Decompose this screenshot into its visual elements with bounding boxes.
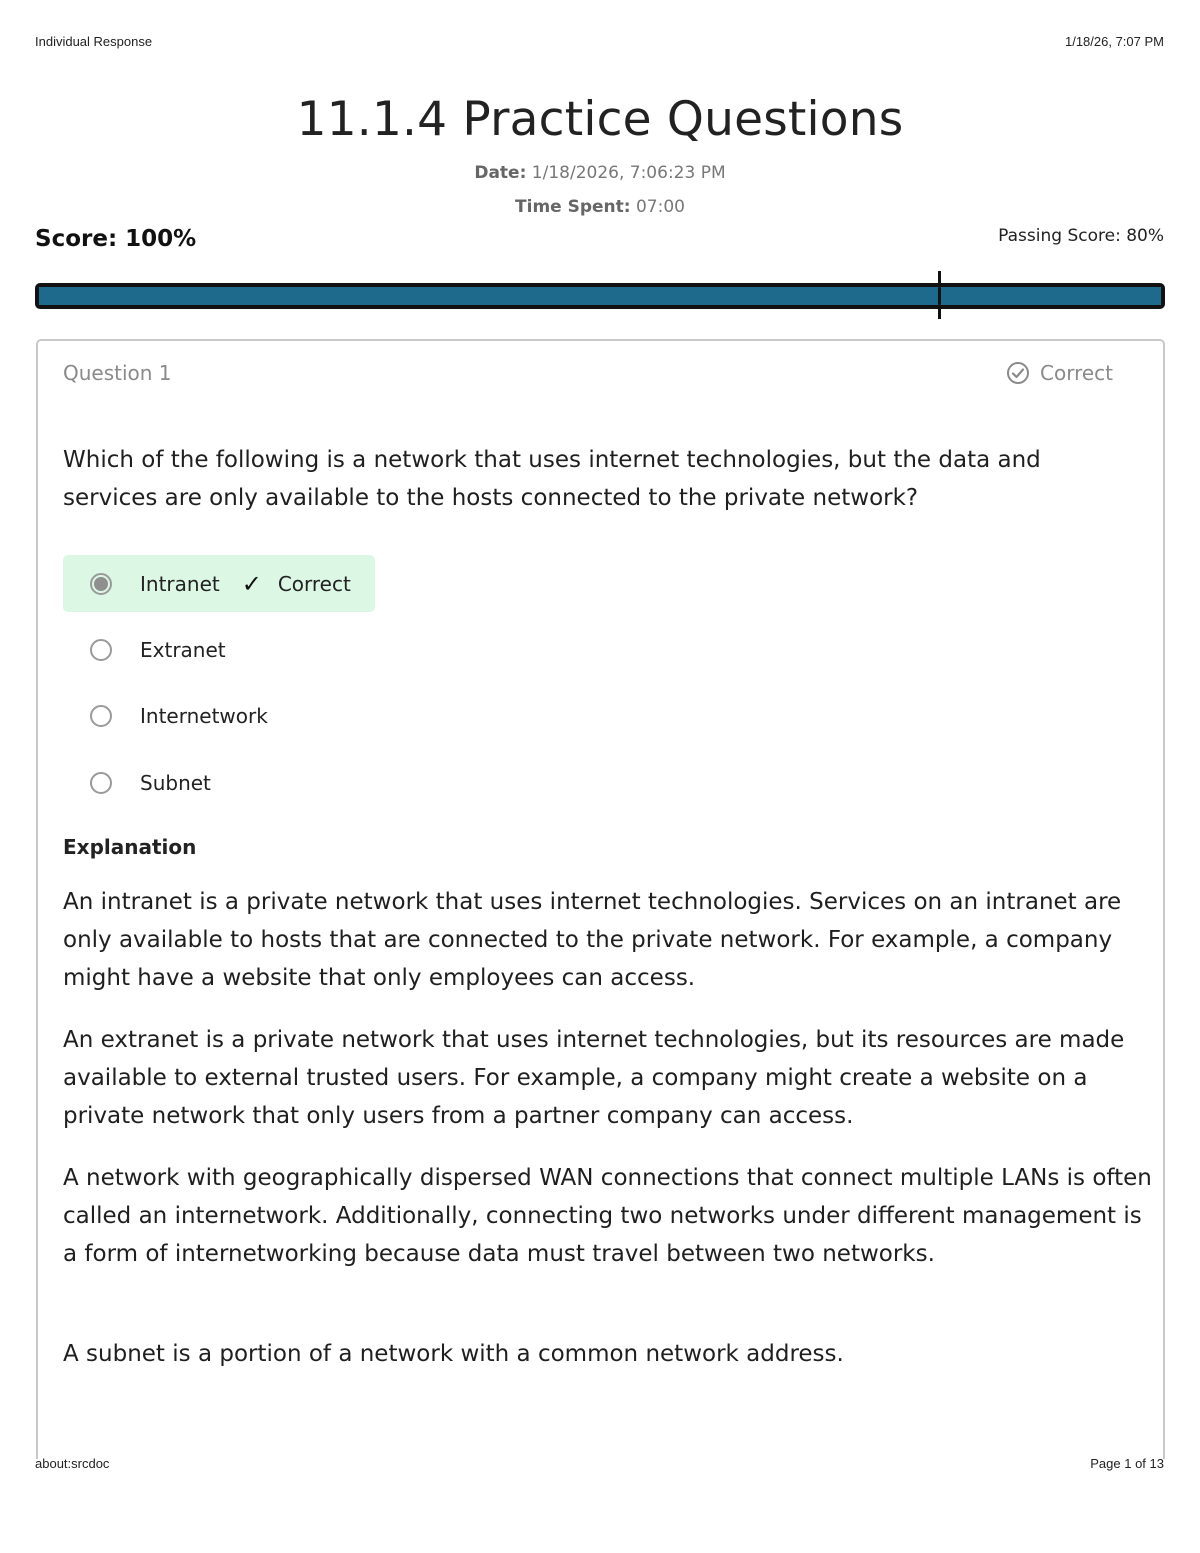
page-title: 11.1.4 Practice Questions [296, 92, 904, 147]
question-status [1006, 361, 1113, 385]
print-header-timestamp: 1/18/26, 7:07 PM [1064, 34, 1164, 49]
date-label: Date: [474, 163, 527, 183]
passing-score-marker [938, 271, 941, 319]
time-spent-value: 07:00 [630, 197, 685, 217]
explanation-paragraph: A subnet is a portion of a network with a common network address. [63, 1341, 844, 1367]
answer-label: Extranet [140, 637, 226, 662]
radio-selected-icon[interactable] [90, 573, 112, 595]
radio-icon[interactable] [90, 772, 112, 794]
print-footer-url: about:srcdoc [35, 1456, 110, 1471]
explanation-paragraph: A network with geographically dispersed WAN connections that connect multiple LANs is often called an internetwork. Additionally, connecting two networks under different management is a form of internetworking because data must travel between two networks. [63, 1165, 1152, 1267]
explanation-paragraph: An extranet is a private network that uses internet technologies, but its resources are made available to external trusted users. For example, a company might create a website on a private network that only users from a partner company can access. [63, 1027, 1125, 1129]
check-circle-icon [1006, 361, 1030, 385]
answer-option-internetwork[interactable] [63, 687, 268, 744]
answer-label: Intranet [140, 571, 220, 596]
answer-option-extranet[interactable] [63, 621, 226, 678]
date-line [0, 163, 1200, 183]
answer-label: Internetwork [140, 703, 268, 728]
time-spent-line [0, 197, 1200, 217]
time-spent-label: Time Spent: [515, 197, 631, 217]
answer-label: Subnet [140, 770, 211, 795]
question-card [36, 339, 1165, 1459]
explanation-heading: Explanation [63, 835, 197, 859]
question-status-label: Correct [1040, 361, 1113, 385]
question-number: Question 1 [63, 361, 172, 385]
score-progress-fill [39, 287, 1161, 305]
question-text: Which of the following is a network that uses internet technologies, but the data and services are only available to the hosts connected to the private network? [63, 447, 1041, 511]
score-text: Score: 100% [35, 226, 197, 252]
radio-icon[interactable] [90, 639, 112, 661]
print-header-title: Individual Response [35, 34, 153, 49]
score-progress-bar [35, 283, 1165, 309]
date-value: 1/18/2026, 7:06:23 PM [526, 163, 726, 183]
passing-score-text: Passing Score: 80% [998, 226, 1164, 246]
checkmark-icon: ✓ [241, 569, 262, 598]
radio-icon[interactable] [90, 705, 112, 727]
print-footer-page-number: Page 1 of 13 [1090, 1456, 1164, 1471]
explanation-paragraph: An intranet is a private network that uses internet technologies. Services on an intranet are only available to hosts that are connected to the private network. For example, a company might have a website that only employees can access. [63, 889, 1122, 991]
answer-option-subnet[interactable] [63, 754, 211, 811]
answer-option-intranet[interactable] [63, 555, 375, 612]
correct-answer-label: Correct [277, 571, 351, 596]
